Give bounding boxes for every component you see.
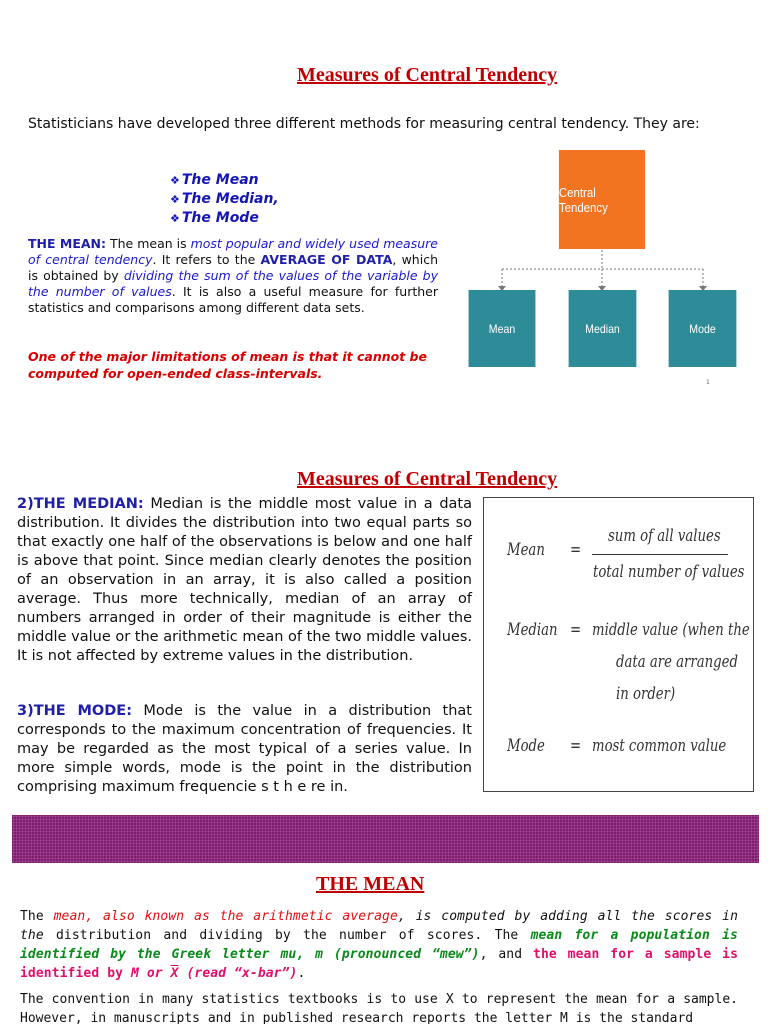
diagram-child-mode: Mode <box>669 290 737 367</box>
median-definition: 2)THE MEDIAN: Median is the middle most value in a data distribution. It divides the distribution into two equal parts so that exactly one half of the observations is below and one half is above that point. Since median clearly denotes the position of an observation in an array, it is also called a position average. Thus more technically, median of an array of numbers arranged in order of their magnitude is either the middle value or the arithmetic mean of the two middle values. It is not affected by extreme values in the distribution. <box>17 496 472 664</box>
mode-definition: 3)THE MODE: Mode is the value in a distribution that corresponds to the maximum concentration of frequencies. It may be regarded as the most typical of a series value. In more simple words, mode is the point in the distribution comprising maximum frequencie s t h e re in. <box>17 703 472 795</box>
formula-numerator: sum of all values <box>608 526 721 546</box>
methods-list <box>170 171 279 228</box>
median-def-line2: data are arranged <box>616 652 739 672</box>
diagram-connectors <box>460 248 750 292</box>
diamond-bullet-icon: ❖ <box>170 212 180 225</box>
mode-def: most common value <box>592 736 727 756</box>
equals-sign: = <box>570 620 582 640</box>
slide-number: 1 <box>706 379 710 386</box>
equals-sign: = <box>570 736 582 756</box>
diagram-root-box: Central Tendency <box>559 150 645 249</box>
slide-separator-band <box>12 815 759 863</box>
diamond-bullet-icon: ❖ <box>170 174 180 187</box>
slide2-title: Measures of Central Tendency <box>297 468 558 490</box>
diagram-child-median: Median <box>569 290 637 367</box>
slide3-title: THE MEAN <box>316 873 425 895</box>
median-def-line3: in order) <box>616 684 676 704</box>
mean-term: Mean <box>507 540 545 560</box>
slide1-intro: Statisticians have developed three different methods for measuring central tendency. They are: <box>28 116 700 132</box>
mean-definition: THE MEAN: The mean is most popular and widely used measure of central tendency. It refers to the AVERAGE OF DATA, which is obtained by dividing the sum of the values of the variable by the number of values. It is also a useful measure for further statistics and comparisons among different data sets. <box>28 236 438 315</box>
diamond-bullet-icon: ❖ <box>170 193 180 206</box>
list-item: ❖ The Median, <box>170 191 279 207</box>
formula-denominator: total number of values <box>593 562 745 582</box>
list-item: ❖ The Mode <box>170 210 259 226</box>
mean-limitation: One of the major limitations of mean is that it cannot be computed for open-ended class-intervals. <box>28 349 427 381</box>
mode-term: Mode <box>507 736 545 756</box>
mean-paragraph: The mean, also known as the arithmetic average, is computed by adding all the scores in the distribution and dividing by the number of scores. The mean for a population is identified by the Greek letter mu, m (pronounced “mew”), and the mean for a sample is identified by M or $\overline{X}$ (read “x-bar”). <box>20 909 739 981</box>
slide1-title: Measures of Central Tendency <box>297 64 558 86</box>
formula-panel <box>483 497 754 792</box>
median-term: Median <box>507 620 558 640</box>
fraction-bar <box>592 554 728 555</box>
median-def-line1: middle value (when the <box>592 620 750 640</box>
convention-paragraph: The convention in many statistics textbooks is to use X to represent the mean for a sample. However, in manuscripts and in published research reports the letter M is the standard <box>20 992 738 1024</box>
diagram-child-mean: Mean <box>469 290 536 367</box>
equals-sign: = <box>570 540 582 560</box>
list-item: ❖ The Mean <box>170 172 259 188</box>
